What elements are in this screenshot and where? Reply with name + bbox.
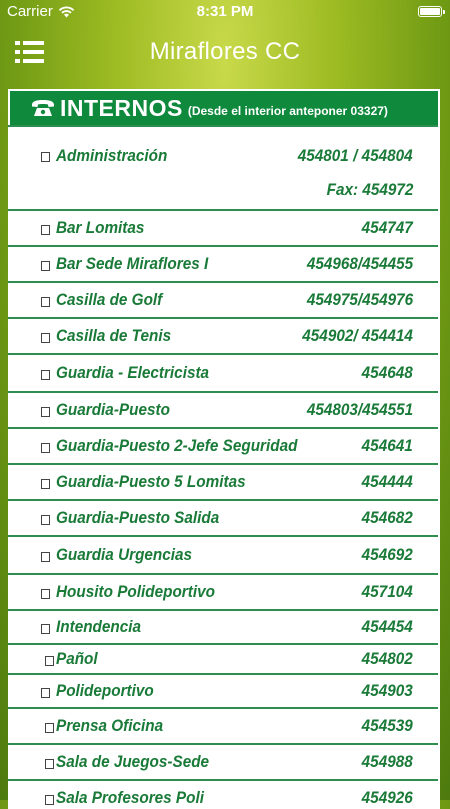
- list-item: [8, 781, 438, 809]
- telephone-icon: [31, 99, 55, 117]
- bullet-box-icon: [41, 443, 50, 453]
- list-item: [8, 575, 438, 611]
- directory-note: (Desde el interior anteponer 03327): [187, 104, 388, 118]
- extension-name: Casilla de Tenis: [56, 326, 172, 345]
- list-item: [8, 393, 438, 429]
- extension-name: Administración: [56, 146, 168, 165]
- list-item: [8, 247, 438, 283]
- directory-panel: [8, 89, 440, 809]
- page-title: Miraflores CC: [149, 38, 301, 65]
- extension-number: 454539: [361, 716, 413, 735]
- extension-number: 454975/454976: [306, 290, 413, 309]
- extension-name: Prensa Oficina: [56, 716, 164, 735]
- extension-number: 457104: [361, 582, 413, 601]
- extension-number: 454641: [361, 436, 413, 455]
- extension-number: 454444: [361, 472, 413, 491]
- battery-icon: [418, 6, 442, 17]
- bullet-box-icon: [41, 688, 50, 698]
- fax-number: Fax: 454972: [326, 180, 413, 199]
- extension-name: Guardia-Puesto 2-Jefe Seguridad: [56, 436, 298, 455]
- extension-name: Polideportivo: [56, 681, 154, 700]
- extension-number: 454988: [361, 752, 413, 771]
- bullet-box-icon: [45, 656, 54, 666]
- carrier-label: Carrier: [7, 3, 53, 20]
- bullet-box-icon: [41, 515, 50, 525]
- extension-name: Guardia-Puesto 5 Lomitas: [56, 472, 246, 491]
- nav-bar: [0, 24, 450, 82]
- directory-title: INTERNOS: [60, 94, 183, 121]
- list-item: [8, 211, 438, 247]
- bullet-box-icon: [41, 407, 50, 417]
- list-item: [8, 501, 438, 537]
- extension-name: Housito Polideportivo: [56, 582, 215, 601]
- bullet-box-icon: [41, 370, 50, 380]
- bullet-box-icon: [41, 333, 50, 343]
- bullet-box-icon: [41, 552, 50, 562]
- extension-number: 454747: [361, 218, 413, 237]
- list-item: [8, 645, 438, 675]
- extension-name: Sala de Juegos-Sede: [56, 752, 210, 771]
- list-item: [8, 429, 438, 465]
- bullet-box-icon: [41, 589, 50, 599]
- extension-name: Sala Profesores Poli: [56, 788, 204, 807]
- list-item: [8, 611, 438, 645]
- extension-number: 454682: [361, 508, 413, 527]
- extension-name: Guardia-Puesto Salida: [56, 508, 220, 527]
- extension-number: 454968/454455: [306, 254, 413, 273]
- extension-number: 454692: [361, 545, 413, 564]
- bullet-box-icon: [41, 624, 50, 634]
- directory-header: [10, 91, 438, 125]
- extension-number: 454454: [361, 617, 413, 636]
- extension-number: 454903: [361, 681, 413, 700]
- extension-number: 454902/ 454414: [302, 326, 413, 345]
- list-item: [8, 125, 438, 211]
- list-item: [8, 283, 438, 319]
- bullet-box-icon: [41, 152, 50, 162]
- status-bar: [0, 0, 450, 24]
- list-item: [8, 465, 438, 501]
- list-item: [8, 319, 438, 355]
- extension-name: Casilla de Golf: [56, 290, 163, 309]
- extension-number: 454802: [361, 649, 413, 668]
- bullet-box-icon: [45, 795, 54, 805]
- status-time: 8:31 PM: [196, 3, 254, 20]
- bullet-box-icon: [45, 759, 54, 769]
- directory-list: [8, 125, 440, 809]
- list-item: [8, 745, 438, 781]
- list-item: [8, 355, 438, 393]
- bullet-box-icon: [41, 225, 50, 235]
- extension-name: Guardia-Puesto: [56, 400, 170, 419]
- bullet-box-icon: [41, 297, 50, 307]
- extension-name: Intendencia: [56, 617, 142, 636]
- extension-number: 454803/454551: [306, 400, 413, 419]
- extension-number: 454648: [361, 363, 413, 382]
- extension-name: Guardia - Electricista: [56, 363, 210, 382]
- bullet-box-icon: [45, 723, 54, 733]
- extension-name: Pañol: [56, 649, 98, 668]
- extension-name: Guardia Urgencias: [56, 545, 193, 564]
- bullet-box-icon: [41, 261, 50, 271]
- bullet-box-icon: [41, 479, 50, 489]
- extension-number: 454801 / 454804: [298, 146, 413, 165]
- extension-name: Bar Lomitas: [56, 218, 145, 237]
- list-item: [8, 537, 438, 575]
- extension-name: Bar Sede Miraflores I: [56, 254, 209, 273]
- list-item: [8, 675, 438, 709]
- extension-number: 454926: [361, 788, 413, 807]
- list-item: [8, 709, 438, 745]
